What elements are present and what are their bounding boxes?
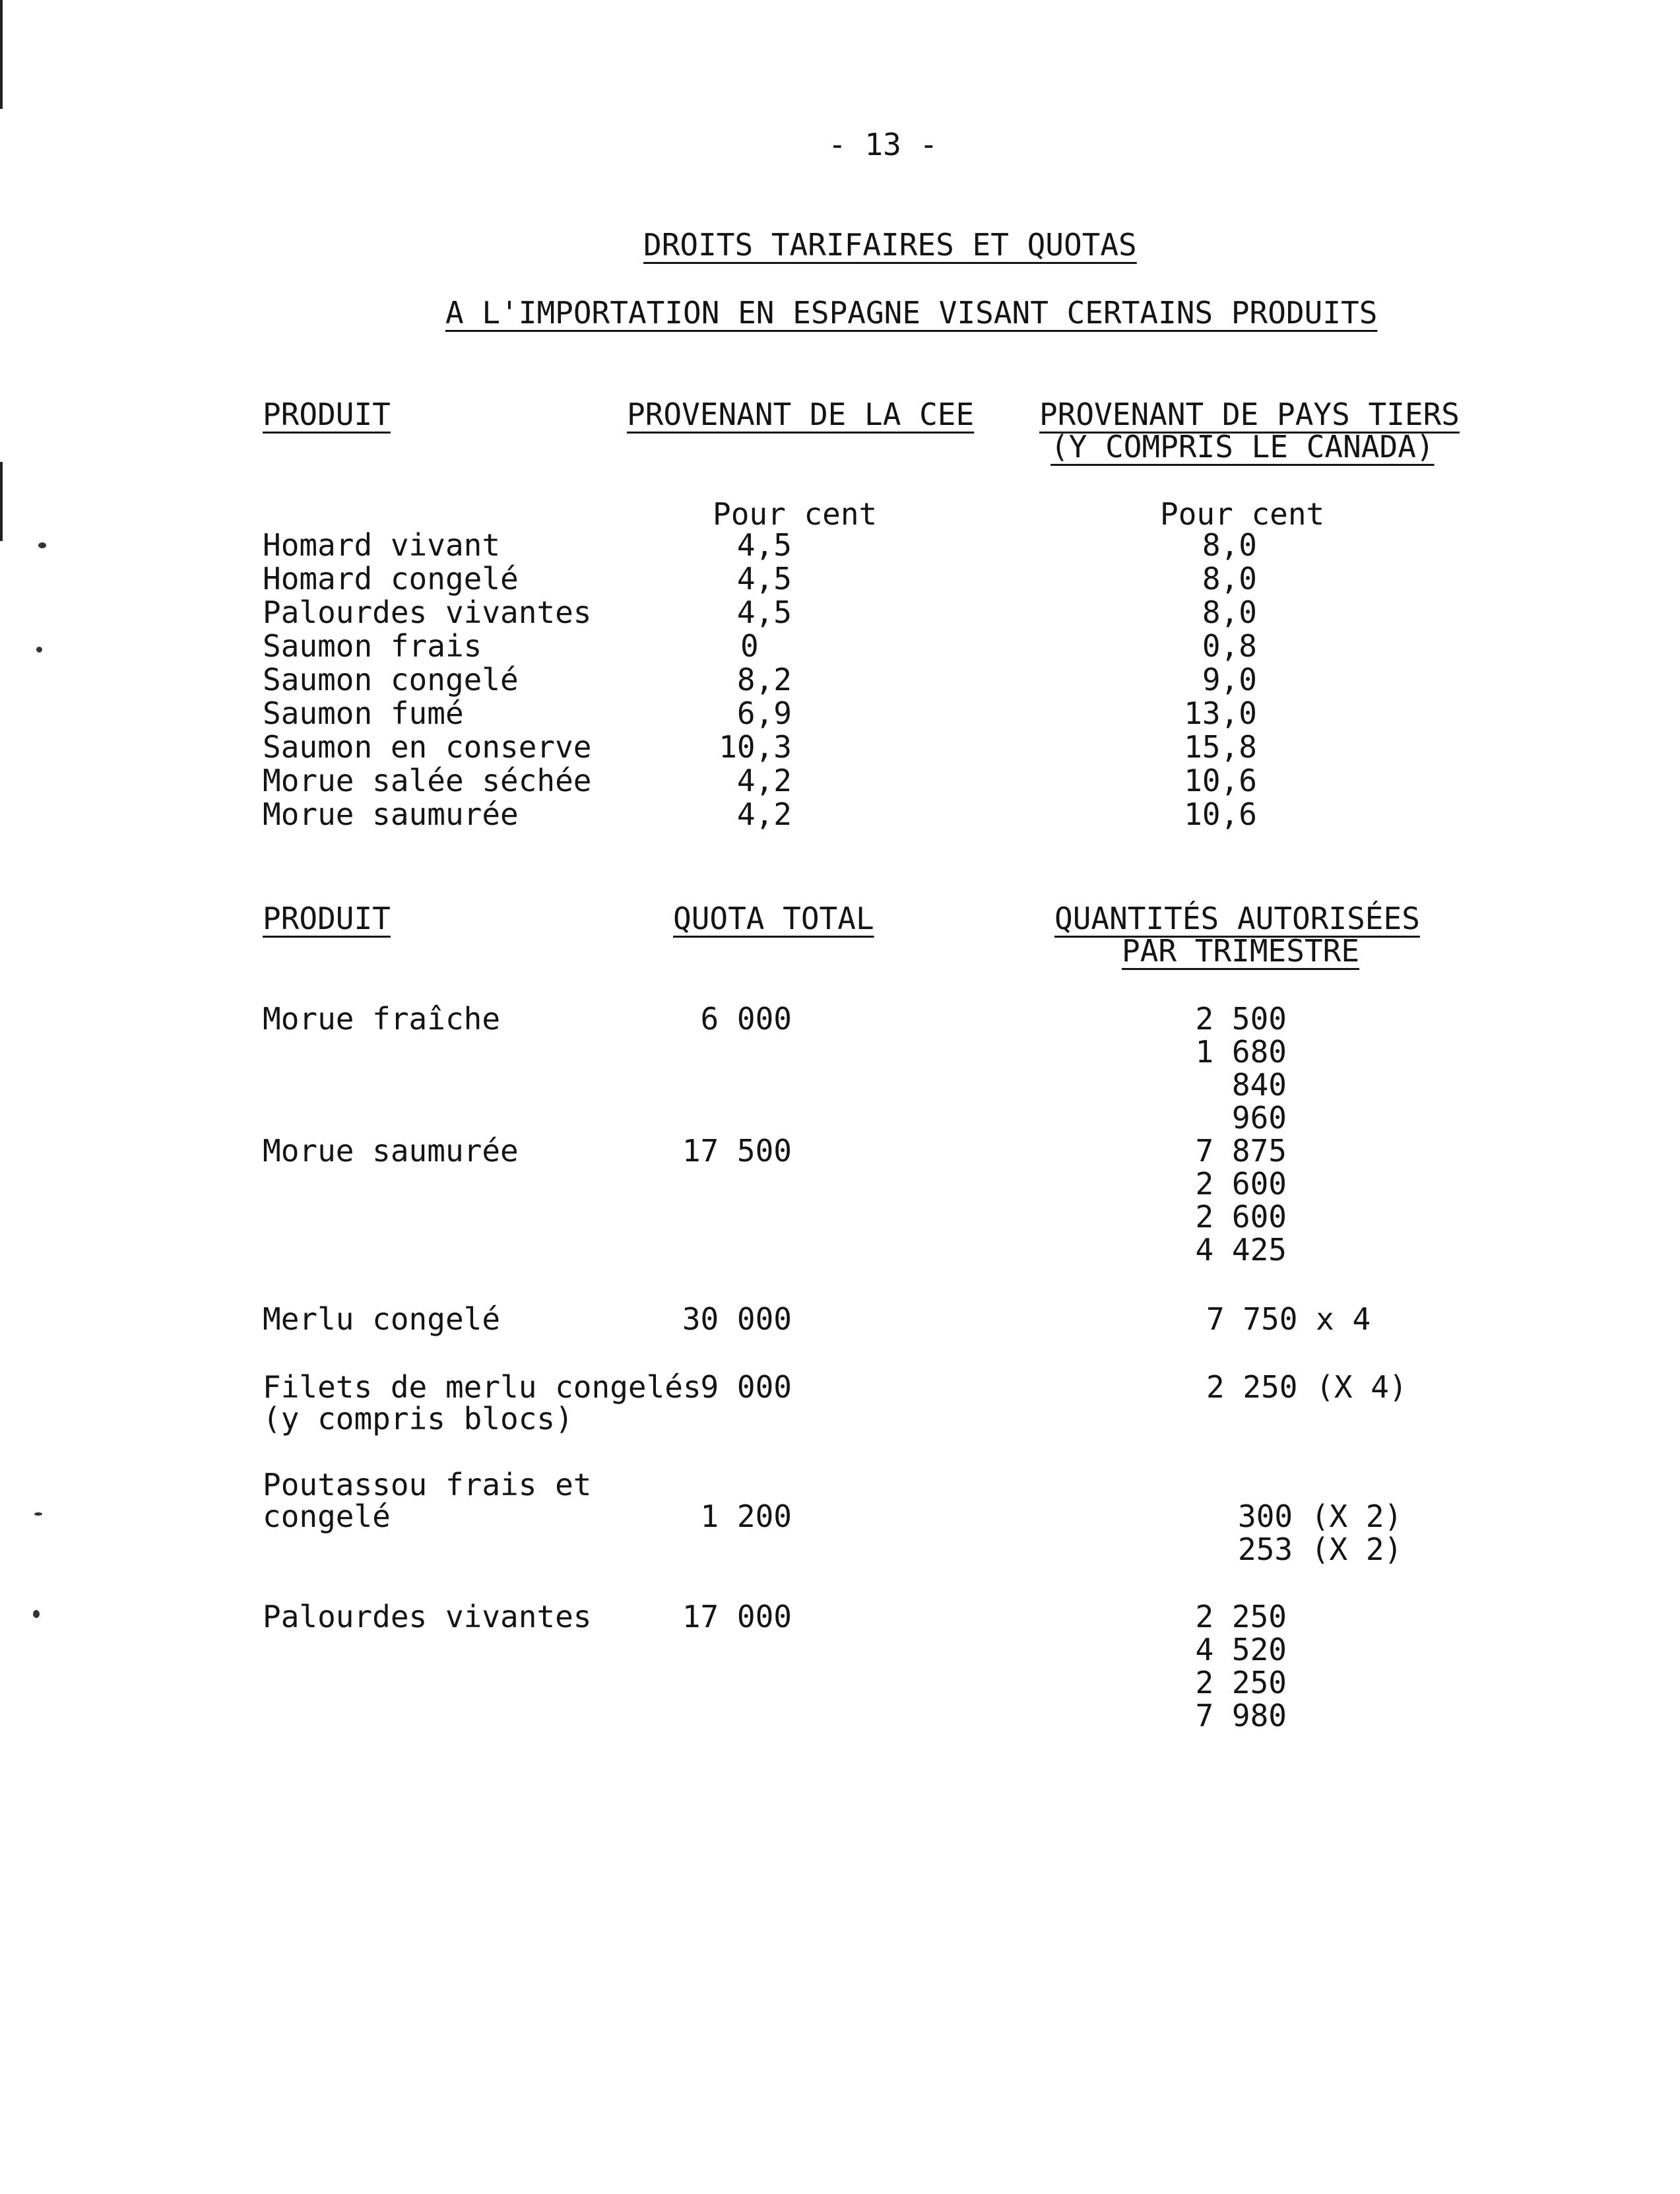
quota-row-total: 30 000 (682, 1301, 792, 1337)
quota-row-quantity: 1 680 (1195, 1034, 1287, 1070)
tariff-row-eec: 8,2 (736, 662, 792, 697)
title-line-1: DROITS TARIFAIRES ET QUOTAS (643, 227, 1137, 263)
quota-row-quantity: 2 250 (X 4) (1206, 1369, 1407, 1405)
quota-row-total: 17 000 (682, 1599, 792, 1634)
quota-row-quantity: 2 250 (1195, 1665, 1287, 1700)
quota-header-total: QUOTA TOTAL (673, 901, 874, 936)
scan-speck (38, 542, 46, 548)
tariff-row-product: Morue saumurée (263, 796, 519, 832)
quota-row-product: Palourdes vivantes (263, 1599, 592, 1634)
tariff-header-third-line1: PROVENANT DE PAYS TIERS (1039, 397, 1460, 432)
tariff-row-third: 0,8 (1202, 628, 1257, 664)
title-line-2: A L'IMPORTATION EN ESPAGNE VISANT CERTAINS PRODUITS (445, 295, 1378, 331)
tariff-row-eec: 4,5 (736, 561, 792, 597)
tariff-header-eec: PROVENANT DE LA CEE (627, 397, 975, 432)
tariff-row-product: Morue salée séchée (263, 763, 592, 798)
tariff-row-eec: 6,9 (736, 695, 792, 731)
tariff-row-third: 8,0 (1202, 561, 1257, 597)
scan-edge-mark (0, 0, 3, 109)
tariff-row-third: 8,0 (1202, 527, 1257, 563)
tariff-row-eec: 4,5 (736, 527, 792, 563)
tariff-row-eec: 0 (740, 628, 759, 664)
tariff-row-eec: 4,2 (736, 796, 792, 832)
quota-row-quantity: 840 (1231, 1067, 1287, 1103)
tariff-row-product: Palourdes vivantes (263, 595, 592, 630)
tariff-row-product: Saumon frais (263, 628, 482, 664)
quota-header-authorized-line1: QUANTITÉS AUTORISÉES (1054, 901, 1420, 936)
quota-row-product: Poutassou frais et (263, 1467, 592, 1502)
quota-row-quantity: 2 500 (1195, 1001, 1287, 1037)
quota-row-quantity: 4 520 (1195, 1632, 1287, 1667)
quota-row-product: (y compris blocs) (263, 1401, 573, 1436)
quota-row-quantity: 7 750 x 4 (1206, 1301, 1371, 1337)
tariff-row-product: Saumon fumé (263, 695, 464, 731)
tariff-row-product: Homard vivant (263, 527, 501, 563)
tariff-row-third: 10,6 (1184, 796, 1257, 832)
quota-row-quantity: 300 (X 2) (1238, 1499, 1403, 1534)
quota-row-product: Filets de merlu congelés (263, 1369, 701, 1405)
page-number: - 13 - (828, 127, 938, 162)
quota-header-product: PRODUIT (263, 901, 391, 936)
quota-row-product: congelé (263, 1499, 391, 1534)
tariff-unit-third: Pour cent (1160, 496, 1325, 532)
quota-row-total: 17 500 (682, 1133, 792, 1169)
tariff-row-third: 15,8 (1184, 729, 1257, 765)
tariff-row-third: 10,6 (1184, 763, 1257, 798)
tariff-unit-eec: Pour cent (713, 496, 878, 532)
tariff-row-product: Saumon en conserve (263, 729, 592, 765)
quota-row-quantity: 7 875 (1195, 1133, 1287, 1169)
tariff-row-eec: 4,5 (736, 595, 792, 630)
quota-row-quantity: 4 425 (1195, 1232, 1287, 1268)
scan-edge-mark (0, 462, 3, 541)
tariff-row-eec: 4,2 (736, 763, 792, 798)
scan-speck (36, 647, 42, 653)
quota-row-quantity: 2 600 (1195, 1199, 1287, 1235)
tariff-row-product: Homard congelé (263, 561, 519, 597)
quota-row-total: 6 000 (700, 1001, 792, 1037)
quota-row-total: 9 000 (700, 1369, 792, 1405)
tariff-row-product: Saumon congelé (263, 662, 519, 697)
quota-row-product: Merlu congelé (263, 1301, 501, 1337)
quota-row-product: Morue saumurée (263, 1133, 519, 1169)
scan-speck (33, 1610, 40, 1618)
quota-row-total: 1 200 (700, 1499, 792, 1534)
quota-row-quantity: 7 980 (1195, 1698, 1287, 1733)
tariff-header-third-line2: (Y COMPRIS LE CANADA) (1050, 429, 1435, 465)
quota-row-quantity: 253 (X 2) (1238, 1532, 1403, 1567)
tariff-row-third: 13,0 (1184, 695, 1257, 731)
tariff-row-eec: 10,3 (719, 729, 792, 765)
tariff-header-product: PRODUIT (263, 397, 391, 432)
quota-row-quantity: 2 250 (1195, 1599, 1287, 1634)
quota-row-product: Morue fraîche (263, 1001, 501, 1037)
tariff-row-third: 8,0 (1202, 595, 1257, 630)
quota-row-quantity: 960 (1231, 1100, 1287, 1136)
quota-header-authorized-line2: PAR TRIMESTRE (1122, 933, 1360, 969)
scan-speck (34, 1512, 42, 1516)
tariff-row-third: 9,0 (1202, 662, 1257, 697)
quota-row-quantity: 2 600 (1195, 1166, 1287, 1202)
